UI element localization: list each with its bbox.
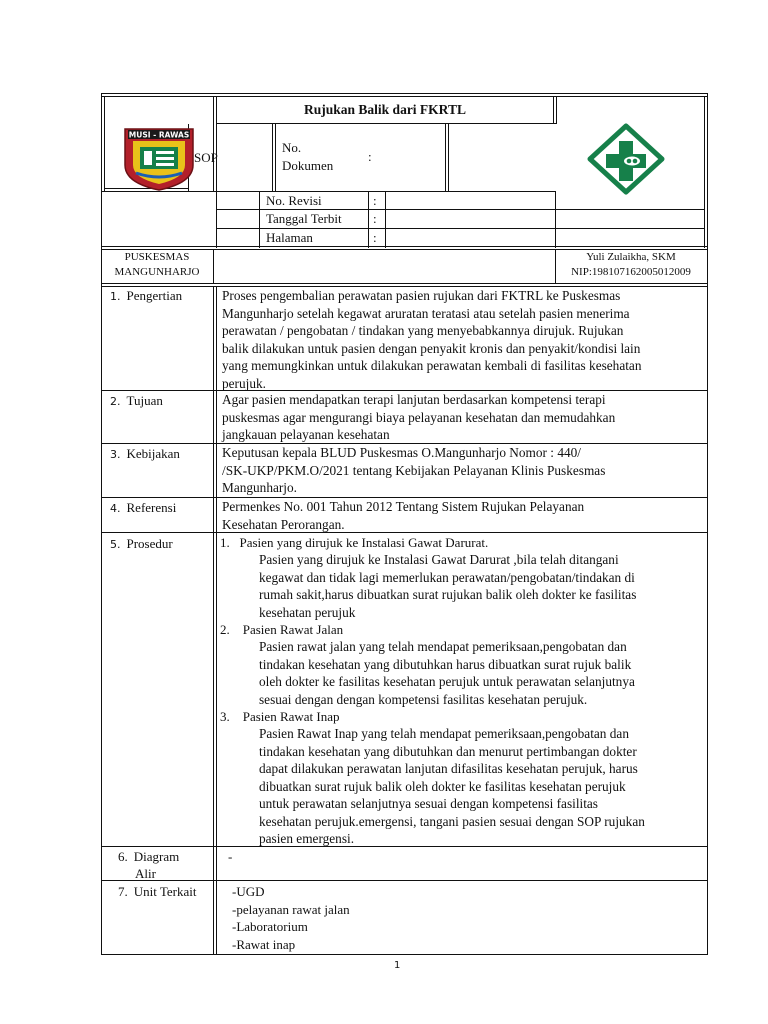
text-line: Kesehatan Perorangan. — [222, 516, 345, 532]
prosedur-item-3-text — [259, 725, 700, 848]
text-line: Agar pasien mendapatkan terapi lanjutan berdasarkan kompetensi terapi — [222, 392, 606, 407]
org-name-line-1: PUSKESMAS — [124, 251, 190, 263]
text-line: jangkauan pelayanan kesehatan — [222, 427, 390, 442]
section-label-referensi: 4. Referensi — [110, 500, 177, 515]
text-line: Mangunharjo setelah kegawat aruratan teratasi atau setelah pasien menerima — [222, 305, 630, 321]
page-number: 1 — [394, 960, 401, 971]
section-label-diagram-alir: 6. Diagram — [118, 849, 180, 864]
text-line: dibuatkan surat rujuk balik oleh dokter ke fasilitas kesehatan perujuk — [259, 778, 626, 794]
sop-label: SOP — [194, 150, 218, 165]
text-line: puskesmas agar mengurangi biaya pelayanan kesehatan dan memudahkan — [222, 409, 616, 425]
svg-text:MUSI - RAWAS: MUSI - RAWAS — [128, 130, 190, 140]
referensi-text — [222, 498, 700, 533]
kebijakan-text — [222, 444, 700, 497]
section-label-unit-terkait: 7. Unit Terkait — [118, 884, 197, 899]
text-line: oleh dokter ke fasilitas kesehatan perujuk untuk perawatan selanjutnya — [259, 674, 635, 689]
tanggal-terbit-colon: : — [373, 211, 377, 226]
signer-name: Yuli Zulaikha, SKM — [586, 251, 676, 263]
text-line: yang memungkinkan untuk dilakukan perawatan kembali di fasilitas kesehatan — [222, 358, 642, 373]
text-line: rumah sakit,harus dibuatkan surat rujukan balik oleh dokter ke fasilitas — [259, 587, 637, 602]
tujuan-text — [222, 391, 700, 444]
text-line: untuk perawatan selanjutnya sesuai dengan kompetensi fasilitas — [259, 796, 598, 811]
section-label-tujuan: 2. Tujuan — [110, 393, 163, 408]
text-line: balik dilakukan untuk pasien dengan penyakit kronis dan penyakit/kondisi lain — [222, 340, 641, 356]
text-line: kesehatan perujuk — [259, 604, 356, 620]
prosedur-item-1-text — [259, 551, 700, 621]
list-item: -UGD — [232, 884, 265, 899]
text-line: /SK-UKP/PKM.O/2021 tentang Kebijakan Pelayanan Klinis Puskesmas — [222, 462, 606, 478]
list-item: -Rawat inap — [232, 937, 296, 952]
musi-rawas-logo — [122, 127, 196, 191]
text-line: sesuai dengan dengan kompetensi fasilitas kesehatan perujuk. — [259, 691, 588, 707]
list-item: -Laboratorium — [232, 919, 308, 934]
text-line: Pasien yang dirujuk ke Instalasi Gawat Darurat ,bila telah ditangani — [259, 552, 619, 567]
text-line: Pasien Rawat Inap yang telah mendapat pemeriksaan,pengobatan dan — [259, 726, 629, 741]
prosedur-item-1-heading: 1. Pasien yang dirujuk ke Instalasi Gawat Darurat. — [220, 535, 489, 550]
text-line: Keputusan kepala BLUD Puskesmas O.Mangunharjo Nomor : 440/ — [222, 445, 581, 460]
no-revisi-colon: : — [373, 193, 377, 208]
prosedur-item-3-heading: 3. Pasien Rawat Inap — [220, 709, 340, 724]
text-line: pasien emergensi. — [259, 831, 355, 846]
section-label-diagram-alir-2: Alir — [135, 866, 156, 881]
pengertian-text — [222, 287, 700, 392]
text-line: kegawat dan tidak lagi memerlukan perawatan/pengobatan/tindakan di — [259, 569, 635, 585]
prosedur-item-2-text — [259, 638, 700, 708]
text-line: tindakan kesehatan yang dibutuhkan dan menurut pertimbangan dokter — [259, 743, 637, 759]
section-label-pengertian: 1. Pengertian — [110, 288, 183, 303]
no-dokumen-label-2: Dokumen — [282, 158, 334, 173]
no-revisi-label: No. Revisi — [266, 193, 322, 208]
text-line: Permenkes No. 001 Tahun 2012 Tentang Sistem Rujukan Pelayanan — [222, 499, 585, 514]
list-item: -pelayanan rawat jalan — [232, 902, 350, 917]
halaman-label: Halaman — [266, 230, 313, 245]
text-line: dapat dilakukan perawatan lanjutan difasilitas kesehatan perujuk, harus — [259, 761, 638, 776]
text-line: Proses pengembalian perawatan pasien rujukan dari FKTRL ke Puskesmas — [222, 288, 621, 303]
diagram-alir-value: - — [228, 849, 233, 864]
tanggal-terbit-label: Tanggal Terbit — [266, 211, 342, 226]
text-line: perawatan / pengobatan / tindakan yang menyebabkannya dirujuk. Rujukan — [222, 323, 624, 338]
section-label-prosedur: 5. Prosedur — [110, 536, 173, 551]
no-dokumen-label-1: No. — [282, 140, 302, 155]
org-name-line-2: MANGUNHARJO — [114, 266, 200, 278]
text-line: kesehatan perujuk.emergensi, tangani pasien sesuai dengan SOP rujukan — [259, 813, 645, 829]
no-dokumen-colon: : — [368, 149, 372, 164]
text-line: Pasien rawat jalan yang telah mendapat pemeriksaan,pengobatan dan — [259, 639, 627, 654]
puskesmas-logo — [587, 123, 665, 195]
text-line: perujuk. — [222, 375, 266, 391]
text-line: Mangunharjo. — [222, 480, 297, 495]
text-line: tindakan kesehatan yang dibutuhkan harus dibuatkan surat rujuk balik — [259, 656, 632, 672]
section-label-kebijakan: 3. Kebijakan — [110, 446, 180, 461]
prosedur-item-2-heading: 2. Pasien Rawat Jalan — [220, 622, 344, 637]
halaman-colon: : — [373, 230, 377, 245]
document-title: Rujukan Balik dari FKRTL — [304, 102, 466, 117]
signer-nip: NIP:198107162005012009 — [571, 266, 691, 278]
